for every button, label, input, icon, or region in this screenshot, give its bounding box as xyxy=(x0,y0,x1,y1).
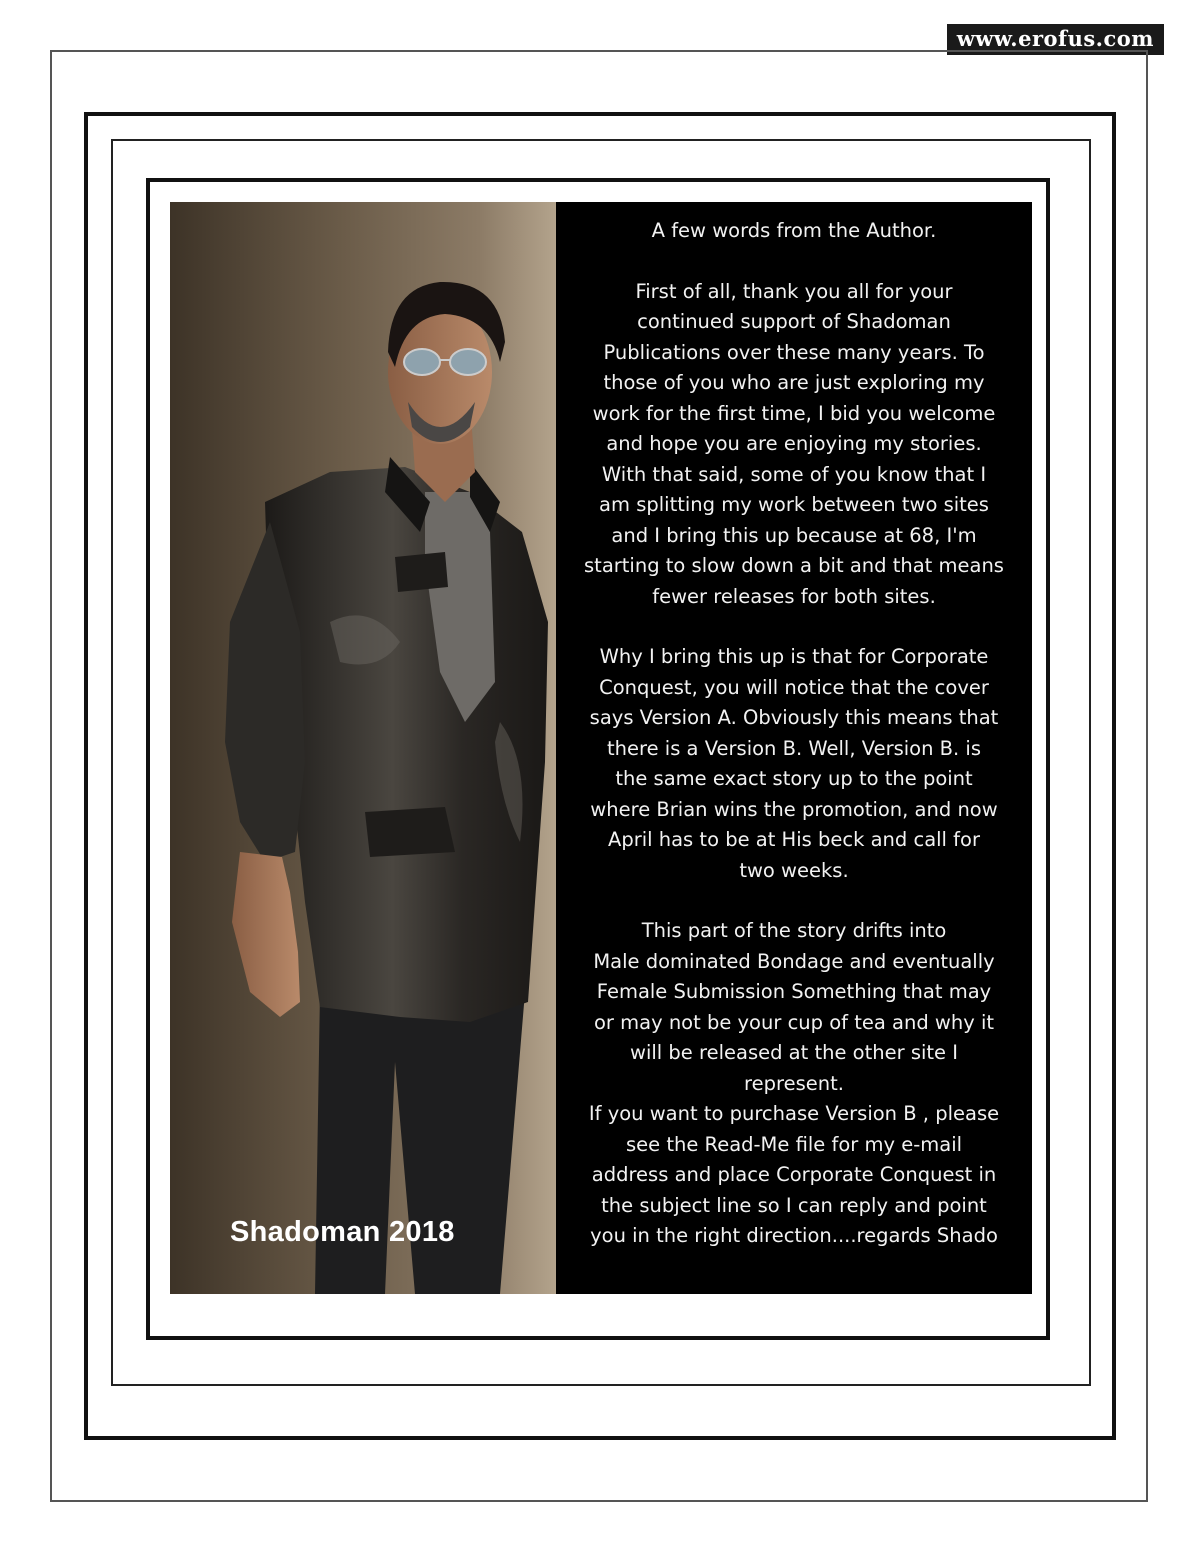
author-figure-illustration xyxy=(170,202,556,1294)
author-note-paragraph-2: Why I bring this up is that for Corporate Conquest, you will notice that the cover says Version A. Obviously this means that there is a Version B. Well, Version B. is the same exact story up to the point where Brian wins the promotion, and now April has to be at His beck and call for two weeks. xyxy=(589,645,999,882)
author-page-panel xyxy=(170,202,1032,1294)
author-note-paragraph-3: This part of the story drifts into Male dominated Bondage and eventually Female Submission Something that may or may not be your cup of tea and why it will be released at the other site I represent. If you want to purchase Version B , please see the Read-Me file for my e-mail address and place Corporate Conquest in the subject line so I can reply and point you in the right direction....regards Shado xyxy=(588,919,1000,1247)
author-note-panel xyxy=(556,202,1032,1294)
author-portrait xyxy=(170,202,556,1294)
author-note-heading: A few words from the Author. xyxy=(651,219,937,242)
site-watermark: www.erofus.com xyxy=(947,24,1164,55)
author-note-paragraph-1: First of all, thank you all for your continued support of Shadoman Publications over these many years. To those of you who are just exploring my work for the first time, I bid you welcome and hope you are enjoying my stories. With that said, some of you know that I am splitting my work between two sites and I bring this up because at 68, I'm starting to slow down a bit and that means fewer releases for both sites. xyxy=(584,279,1004,608)
signature: Shadoman 2018 xyxy=(230,1216,455,1248)
